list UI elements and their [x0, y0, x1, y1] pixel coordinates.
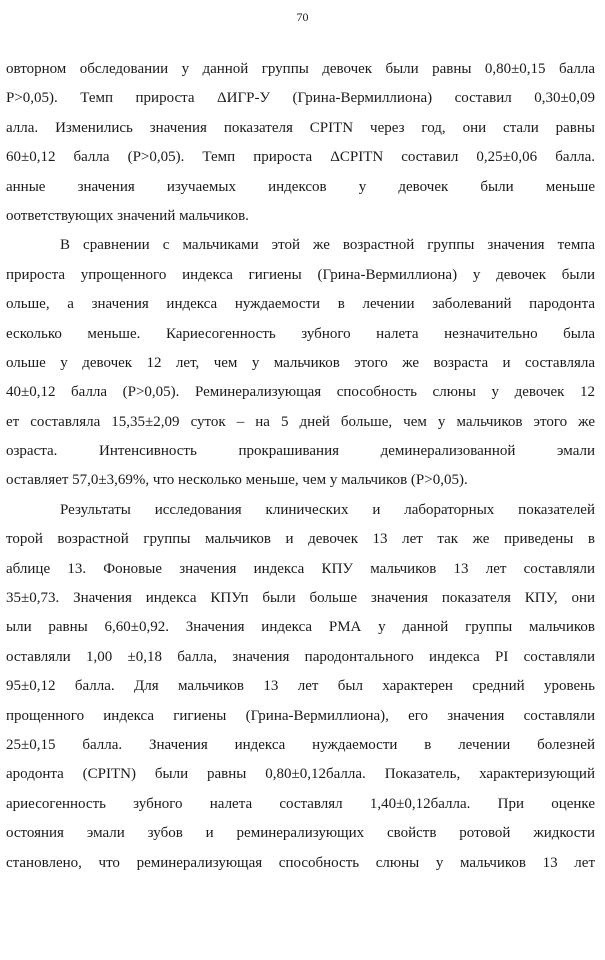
text-line	[0, 672, 605, 701]
body-text	[0, 55, 605, 878]
text-line	[0, 466, 605, 495]
text-line	[0, 496, 605, 525]
text-line	[0, 55, 605, 84]
text-line-content: ольше у девочек 12 лет, чем у мальчиков этого же возраста и составляла	[6, 354, 595, 371]
text-line	[0, 525, 605, 554]
text-line	[0, 84, 605, 113]
text-line	[0, 143, 605, 172]
text-line-content: 25±0,15 балла. Значения индекса нуждаемости в лечении болезней	[6, 736, 595, 753]
text-line-content: остояния эмали зубов и реминерализующих свойств ротовой жидкости	[6, 825, 595, 842]
text-line-content: оставляет 57,0±3,69%, что несколько меньше, чем у мальчиков (P>0,05).	[6, 472, 468, 489]
text-line	[0, 437, 605, 466]
text-line	[0, 702, 605, 731]
text-line-content: прироста упрощенного индекса гигиены (Грина-Вермиллиона) у девочек были	[6, 266, 595, 283]
text-line	[0, 290, 605, 319]
text-line-content: озраста. Интенсивность прокрашивания деминерализованной эмали	[6, 443, 595, 460]
text-line-content: прощенного индекса гигиены (Грина-Вермиллиона), его значения составляли	[6, 707, 595, 724]
text-line	[0, 584, 605, 613]
text-line	[0, 261, 605, 290]
text-line-content: есколько меньше. Кариесогенность зубного налета незначительно была	[6, 325, 595, 342]
text-line	[0, 202, 605, 231]
text-line-content: ольше, а значения индекса нуждаемости в лечении заболеваний пародонта	[6, 296, 595, 313]
text-line-content: 40±0,12 балла (P>0,05). Реминерализующая способность слюны у девочек 12	[6, 384, 595, 401]
text-line	[0, 349, 605, 378]
text-line-content: анные значения изучаемых индексов у девочек были меньше	[6, 178, 595, 195]
text-line	[0, 114, 605, 143]
text-line-content: аблице 13. Фоновые значения индекса КПУ мальчиков 13 лет составляли	[6, 560, 595, 577]
text-line-content: ыли равны 6,60±0,92. Значения индекса РМА у данной группы мальчиков	[6, 619, 595, 636]
text-line-content: овторном обследовании у данной группы девочек были равны 0,80±0,15 балла	[6, 61, 595, 77]
text-line-content: В сравнении с мальчиками этой же возрастной группы значения темпа	[60, 237, 595, 254]
text-line-content: становлено, что реминерализующая способность слюны у мальчиков 13 лет	[6, 854, 595, 871]
text-line	[0, 320, 605, 349]
text-line-content: оответствующих значений мальчиков.	[6, 207, 249, 224]
text-line-content: ариесогенность зубного налета составлял 1,40±0,12балла. При оценке	[6, 795, 595, 812]
page-number: 70	[296, 10, 309, 24]
text-line-content: оставляли 1,00 ±0,18 балла, значения пародонтального индекса PI составляли	[6, 648, 595, 665]
text-line	[0, 819, 605, 848]
text-line-content: ет составляла 15,35±2,09 суток – на 5 дней больше, чем у мальчиков этого же	[6, 413, 595, 430]
text-line	[0, 790, 605, 819]
text-line	[0, 173, 605, 202]
text-line-content: алла. Изменились значения показателя CPITN через год, они стали равны	[6, 119, 595, 136]
text-line	[0, 555, 605, 584]
text-line-content: торой возрастной группы мальчиков и девочек 13 лет так же приведены в	[6, 531, 595, 548]
text-line	[0, 408, 605, 437]
text-line-content: 95±0,12 балла. Для мальчиков 13 лет был характерен средний уровень	[6, 678, 595, 695]
text-line-content: 35±0,73. Значения индекса КПУп были больше значения показателя КПУ, они	[6, 590, 595, 607]
text-line-content: 60±0,12 балла (P>0,05). Темп прироста ΔCPITN составил 0,25±0,06 балла.	[6, 149, 595, 166]
text-line	[0, 760, 605, 789]
text-line	[0, 231, 605, 260]
text-line	[0, 643, 605, 672]
text-line	[0, 378, 605, 407]
text-line-content: P>0,05). Темп прироста ΔИГР-У (Грина-Вермиллиона) составил 0,30±0,09	[6, 90, 595, 107]
text-line	[0, 613, 605, 642]
text-line-content: Результаты исследования клинических и лабораторных показателей	[60, 501, 595, 518]
text-line	[0, 849, 605, 878]
text-line	[0, 731, 605, 760]
text-line-content: ародонта (CPITN) были равны 0,80±0,12балла. Показатель, характеризующий	[6, 766, 595, 783]
